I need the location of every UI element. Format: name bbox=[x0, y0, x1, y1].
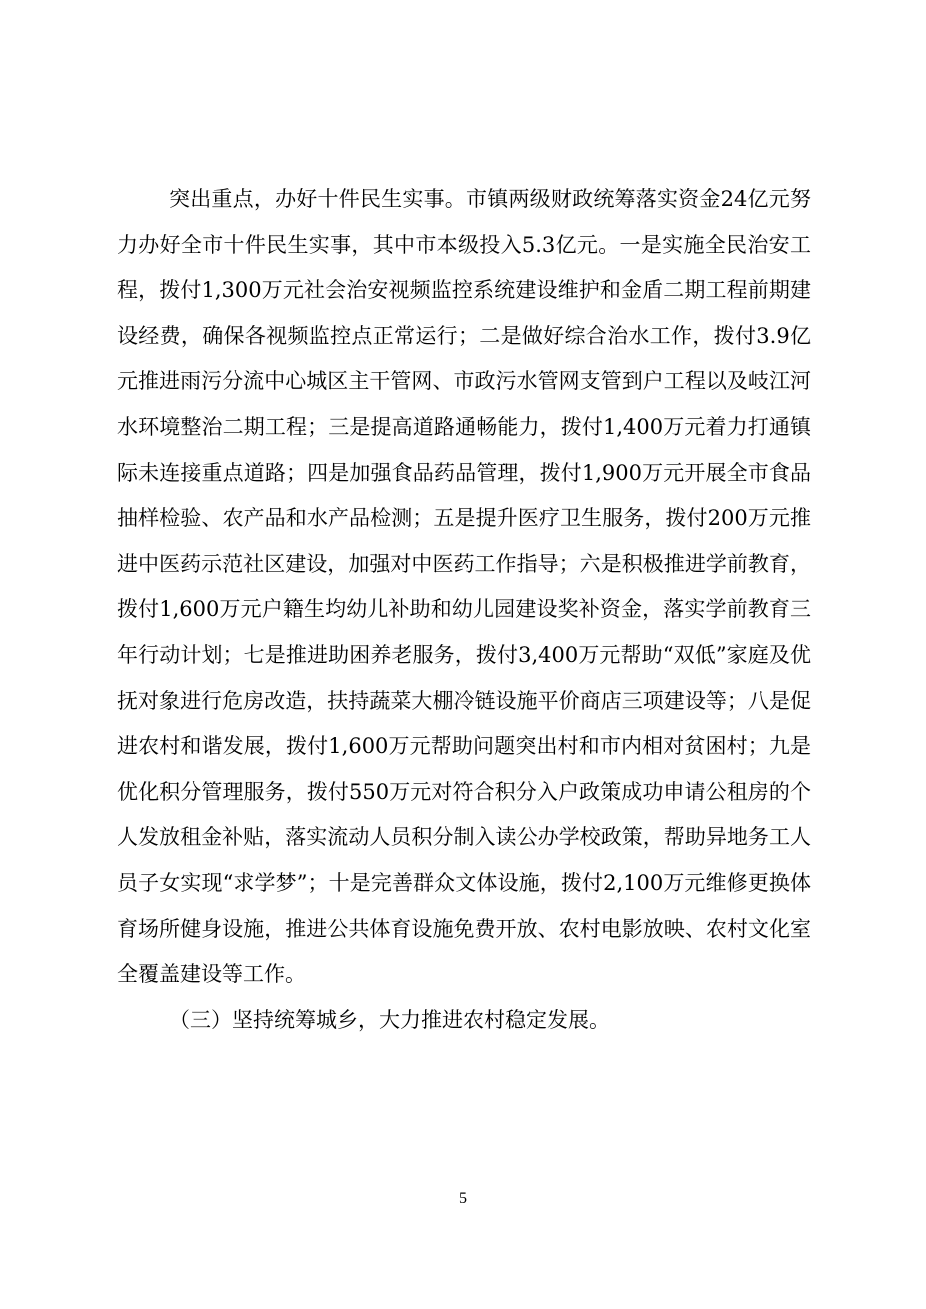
body-paragraph: 突出重点，办好十件民生实事。市镇两级财政统筹落实资金24亿元努力办好全市十件民生实事，其中市本级投入5.3亿元。一是实施全民治安工程，拨付1,300万元社会治安视频监控系统建设维护和金盾二期工程前期建设经费，确保各视频监控点正常运行；二是做好综合治水工作，拨付3.9亿元推进雨污分流中心城区主干管网、市政污水管网支管到户工程以及岐江河水环境整治二期工程；三是提高道路通畅能力，拨付1,400万元着力打通镇际未连接重点道路；四是加强食品药品管理，拨付1,900万元开展全市食品抽样检验、农产品和水产品检测；五是提升医疗卫生服务，拨付200万元推进中医药示范社区建设，加强对中医药工作指导；六是积极推进学前教育，拨付1,600万元户籍生均幼儿补助和幼儿园建设奖补资金，落实学前教育三年行动计划；七是推进助困养老服务，拨付3,400万元帮助“双低”家庭及优抚对象进行危房改造，扶持蔬菜大棚冷链设施平价商店三项建设等；八是促进农村和谐发展，拨付1,600万元帮助问题突出村和市内相对贫困村；九是优化积分管理服务，拨付550万元对符合积分入户政策成功申请公租房的个人发放租金补贴，落实流动人员积分制入读公办学校政策，帮助异地务工人员子女实现“求学梦”；十是完善群众文体设施，拨付2,100万元维修更换体育场所健身设施，推进公共体育设施免费开放、农村电影放映、农村文化室全覆盖建设等工作。 bbox=[117, 187, 811, 987]
section-heading: （三）坚持统筹城乡，大力推进农村稳定发展。 bbox=[169, 1007, 610, 1032]
page-number: 5 bbox=[459, 1190, 467, 1207]
document-body bbox=[117, 177, 811, 1043]
